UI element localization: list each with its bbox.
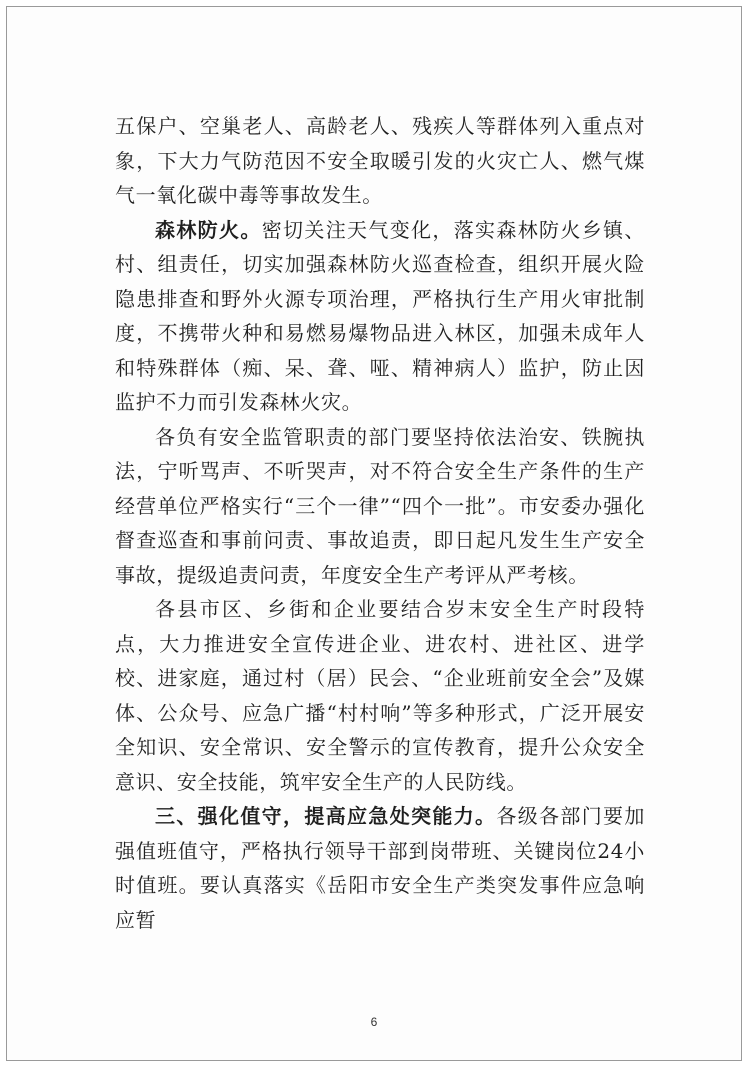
body-text [115, 109, 645, 937]
section-heading-forest-fire: 森林防火。 [155, 217, 262, 242]
paragraph-2-body: 密切关注天气变化，落实森林防火乡镇、村、组责任，切实加强森林防火巡查检查，组织开展火险隐患排查和野外火源专项治理，严格执行生产用火审批制度，不携带火种和易燃易爆物品进入林区，加强未成年人和特殊群体（痴、呆、聋、哑、精神病人）监护，防止因监护不力而引发森林火灾。 [115, 217, 645, 414]
page-number: 6 [370, 1015, 378, 1029]
paragraph-4: 各县市区、乡街和企业要结合岁末安全生产时段特点，大力推进安全宣传进企业、进农村、进社区、进学校、进家庭，通过村（居）民会、“企业班前安全会”及媒体、公众号、应急广播“村村响”等多种形式，广泛开展安全知识、安全常识、安全警示的宣传教育，提升公众安全意识、安全技能，筑牢安全生产的人民防线。 [115, 597, 645, 794]
paragraph-2 [115, 213, 645, 420]
paragraph-3: 各负有安全监管职责的部门要坚持依法治安、铁腕执法，宁听骂声、不听哭声，对不符合安全生产条件的生产经营单位严格实行“三个一律”“四个一批”。市安委办强化督查巡查和事前问责、事故追责，即日起凡发生生产安全事故，提级追责问责，年度安全生产考评从严考核。 [115, 424, 645, 587]
paragraph-5-body: 各级各部门要加强值班值守，严格执行领导干部到岗带班、关键岗位24小时值班。要认真落实《岳阳市安全生产类突发事件应急响应暂 [115, 804, 645, 932]
paragraph-1: 五保户、空巢老人、高龄老人、残疾人等群体列入重点对象，下大力气防范因不安全取暖引发的火灾亡人、燃气煤气一氧化碳中毒等事故发生。 [115, 114, 645, 207]
document-page [6, 6, 742, 1061]
section-heading-3: 三、强化值守，提高应急处突能力。 [155, 804, 497, 828]
paragraph-5 [115, 799, 645, 937]
